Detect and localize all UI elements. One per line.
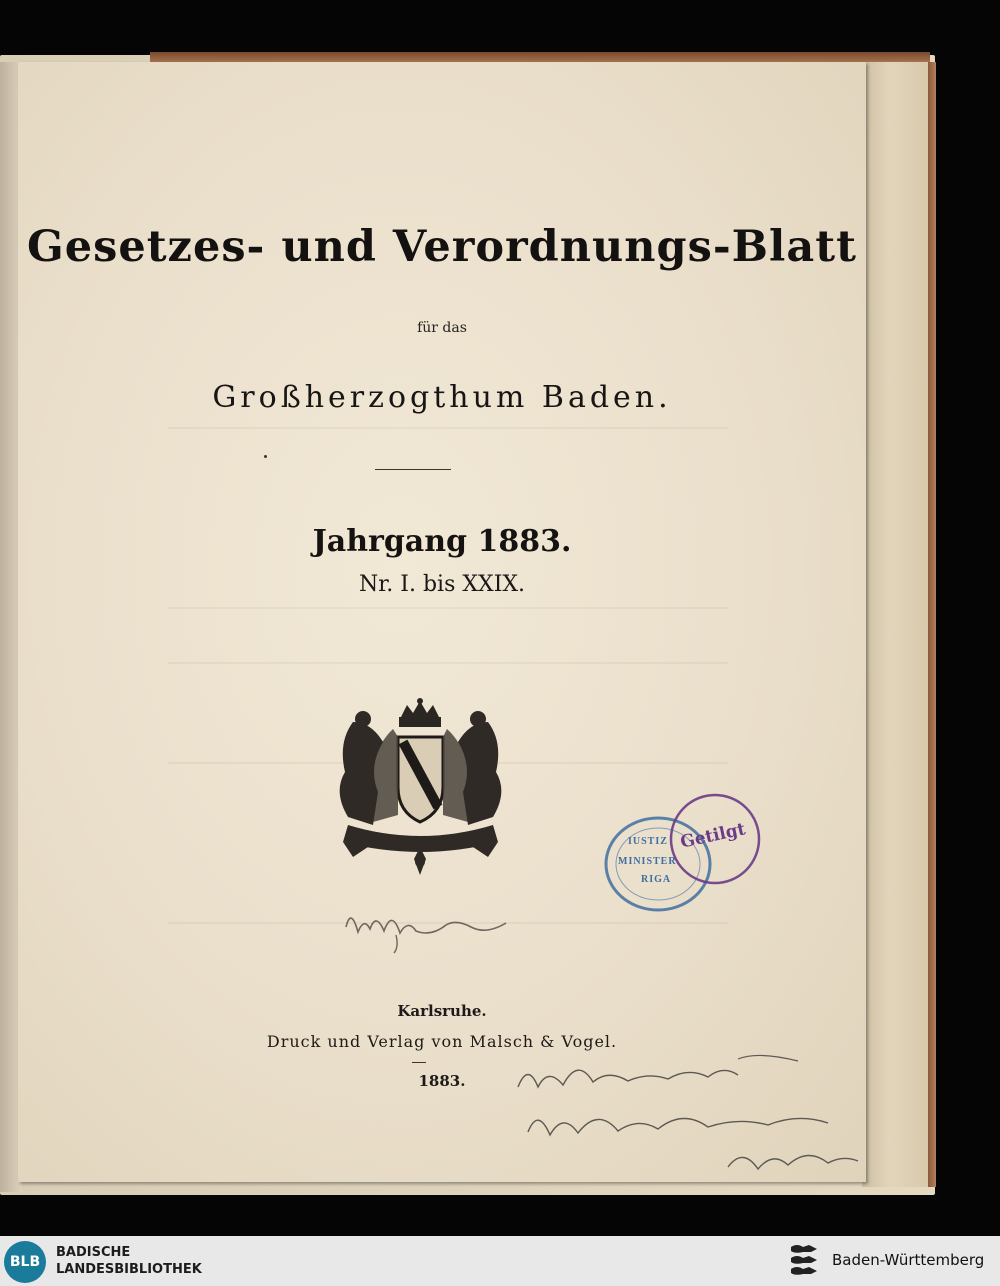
stamp-cancelled-label: Getilgt: [678, 819, 748, 853]
library-name-line1: BADISCHE: [56, 1245, 131, 1260]
state-name[interactable]: Baden-Württemberg: [832, 1251, 985, 1269]
stamp-line-1: IUSTIZ: [628, 836, 668, 847]
page-title: Gesetzes- und Verordnungs-Blatt: [27, 222, 857, 272]
ink-speck: [264, 455, 267, 458]
imprint-rule: [412, 1062, 426, 1063]
blb-logo-icon[interactable]: BLB: [4, 1241, 46, 1283]
bleed-through-line: [168, 427, 728, 429]
title-connector: für das: [417, 320, 467, 336]
issues-range: Nr. I. bis XXIX.: [358, 572, 526, 597]
imprint-year: 1883.: [418, 1072, 466, 1090]
title-page: [18, 62, 866, 1182]
stamp-line-3: RIGA: [641, 874, 672, 885]
bleed-through-line: [168, 662, 728, 664]
handwritten-annotation: [508, 1047, 878, 1197]
library-name-line2: LANDESBIBLIOTHEK: [56, 1262, 202, 1277]
imprint-printer: Druck und Verlag von Malsch & Vogel.: [266, 1032, 618, 1051]
bleed-through-line: [168, 607, 728, 609]
stamp-line-2: MINISTER: [618, 856, 677, 867]
cancelled-stamp: [668, 792, 763, 887]
handwritten-signature-top: [336, 897, 516, 957]
book-cover-right: [862, 62, 934, 1187]
divider-rule: [375, 469, 451, 470]
country-name: Großherzogthum Baden.: [212, 380, 672, 415]
book-cover-band: [928, 62, 936, 1187]
lions-icon[interactable]: [789, 1243, 821, 1279]
coat-of-arms-icon: [323, 697, 518, 887]
year-heading: Jahrgang 1883.: [312, 524, 572, 559]
imprint-city: Karlsruhe.: [397, 1002, 487, 1020]
footer-bar: [0, 1236, 1000, 1286]
